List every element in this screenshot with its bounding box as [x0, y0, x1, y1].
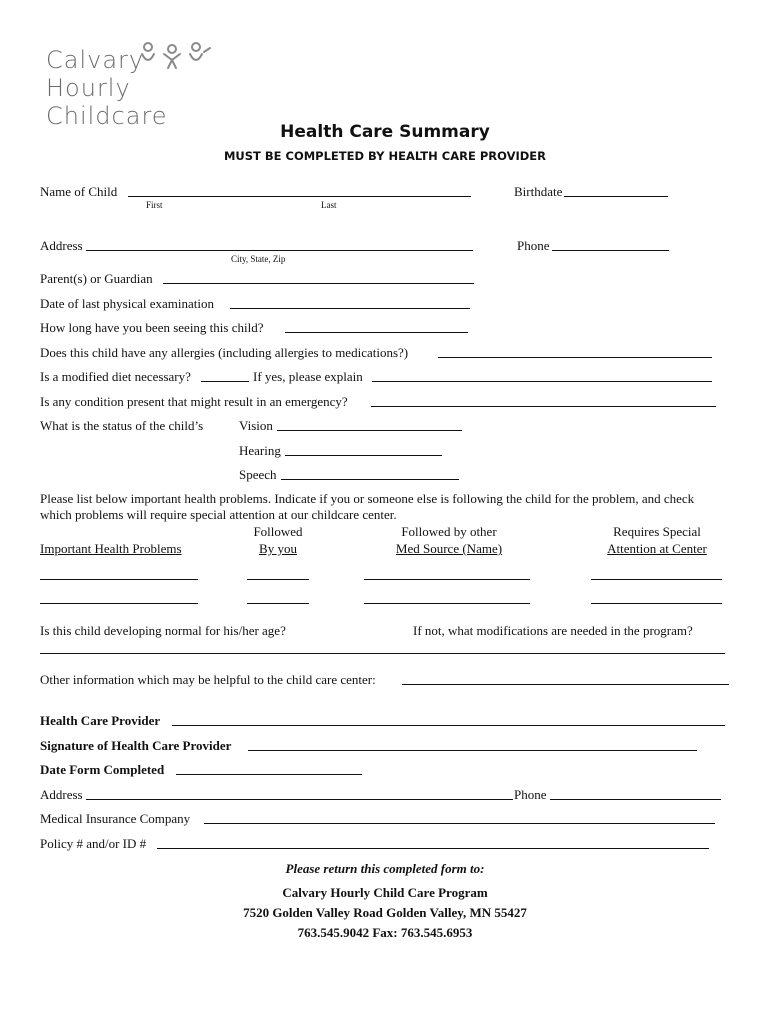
followed-other-header-top: Followed by other — [401, 524, 497, 539]
problem-row-1-special[interactable] — [591, 579, 722, 580]
program-name: Calvary Hourly Child Care Program — [282, 885, 488, 900]
problem-row-2-other[interactable] — [364, 603, 530, 604]
insurance-line[interactable] — [204, 823, 715, 824]
development-line[interactable] — [40, 653, 725, 654]
vision-line[interactable] — [277, 430, 462, 431]
special-header-bottom: Attention at Center — [607, 541, 707, 556]
signature-line[interactable] — [248, 750, 697, 751]
provider-address-label: Address — [40, 787, 83, 802]
address-label: Address — [40, 238, 83, 253]
modified-diet-line[interactable] — [201, 381, 249, 382]
return-instructions: Please return this completed form to: — [285, 861, 485, 876]
address-line[interactable] — [86, 250, 473, 251]
followed-other-header-bottom: Med Source (Name) — [395, 541, 503, 556]
hearing-label: Hearing — [239, 443, 281, 458]
program-address: 7520 Golden Valley Road Golden Valley, MN 55427 — [243, 905, 527, 920]
developing-normal-label: Is this child developing normal for his/her age? — [40, 623, 286, 638]
phone-label: Phone — [517, 238, 550, 253]
problem-row-2-problem[interactable] — [40, 603, 198, 604]
provider-phone-line[interactable] — [550, 799, 721, 800]
parents-label: Parent(s) or Guardian — [40, 271, 153, 286]
modifications-label: If not, what modifications are needed in the program? — [413, 623, 693, 638]
provider-address-line[interactable] — [86, 799, 513, 800]
speech-line[interactable] — [281, 479, 459, 480]
insurance-label: Medical Insurance Company — [40, 811, 191, 826]
logo-line-1: Calvary — [46, 46, 145, 74]
last-physical-line[interactable] — [230, 308, 470, 309]
followed-header-bottom: By you — [259, 541, 297, 556]
last-caption: Last — [321, 200, 337, 210]
date-completed-line[interactable] — [176, 774, 362, 775]
problems-instructions: Please list below important health problems. Indicate if you or someone else is following the child for the problem, and check which problems will require special attention at our childcare center. — [40, 491, 695, 522]
emergency-line[interactable] — [371, 406, 716, 407]
hearing-line[interactable] — [285, 455, 442, 456]
how-long-label: How long have you been seeing this child? — [40, 320, 264, 335]
program-contact: 763.545.9042 Fax: 763.545.6953 — [297, 925, 473, 940]
problem-row-1-problem[interactable] — [40, 579, 198, 580]
followed-header-top: Followed — [253, 524, 303, 539]
problem-row-2-special[interactable] — [591, 603, 722, 604]
problems-header: Important Health Problems — [40, 541, 182, 556]
emergency-label: Is any condition present that might result in an emergency? — [40, 394, 348, 409]
allergies-label: Does this child have any allergies (including allergies to medications?) — [40, 345, 409, 360]
signature-label: Signature of Health Care Provider — [40, 738, 232, 753]
modified-diet-label: Is a modified diet necessary? — [40, 369, 191, 384]
provider-phone-label: Phone — [514, 787, 547, 802]
phone-line[interactable] — [552, 250, 669, 251]
page-title: Health Care Summary — [280, 122, 490, 142]
parents-line[interactable] — [163, 283, 474, 284]
if-yes-label: If yes, please explain — [253, 369, 363, 384]
provider-label: Health Care Provider — [40, 713, 161, 728]
birthdate-line[interactable] — [564, 196, 668, 197]
last-physical-label: Date of last physical examination — [40, 296, 215, 311]
city-state-zip-caption: City, State, Zip — [231, 254, 286, 264]
problem-row-1-followed[interactable] — [247, 579, 309, 580]
name-of-child-label: Name of Child — [40, 184, 118, 199]
status-label: What is the status of the child’s — [40, 418, 204, 433]
speech-label: Speech — [239, 467, 277, 482]
other-info-label: Other information which may be helpful to the child care center: — [40, 672, 376, 687]
other-info-line[interactable] — [402, 684, 729, 685]
special-header-top: Requires Special — [613, 524, 701, 539]
policy-label: Policy # and/or ID # — [40, 836, 147, 851]
name-of-child-line[interactable] — [128, 196, 471, 197]
problem-row-2-followed[interactable] — [247, 603, 309, 604]
date-completed-label: Date Form Completed — [40, 762, 165, 777]
page-subtitle: MUST BE COMPLETED BY HEALTH CARE PROVIDER — [223, 149, 547, 163]
policy-line[interactable] — [157, 848, 709, 849]
problem-row-1-other[interactable] — [364, 579, 530, 580]
logo — [38, 40, 238, 130]
first-caption: First — [146, 200, 163, 210]
vision-label: Vision — [239, 418, 273, 433]
birthdate-label: Birthdate — [514, 184, 563, 199]
if-yes-line[interactable] — [372, 381, 712, 382]
how-long-line[interactable] — [285, 332, 468, 333]
allergies-line[interactable] — [438, 357, 712, 358]
provider-line[interactable] — [172, 725, 725, 726]
logo-figures-icon — [138, 40, 218, 70]
logo-line-2: Hourly Childcare — [46, 74, 168, 130]
